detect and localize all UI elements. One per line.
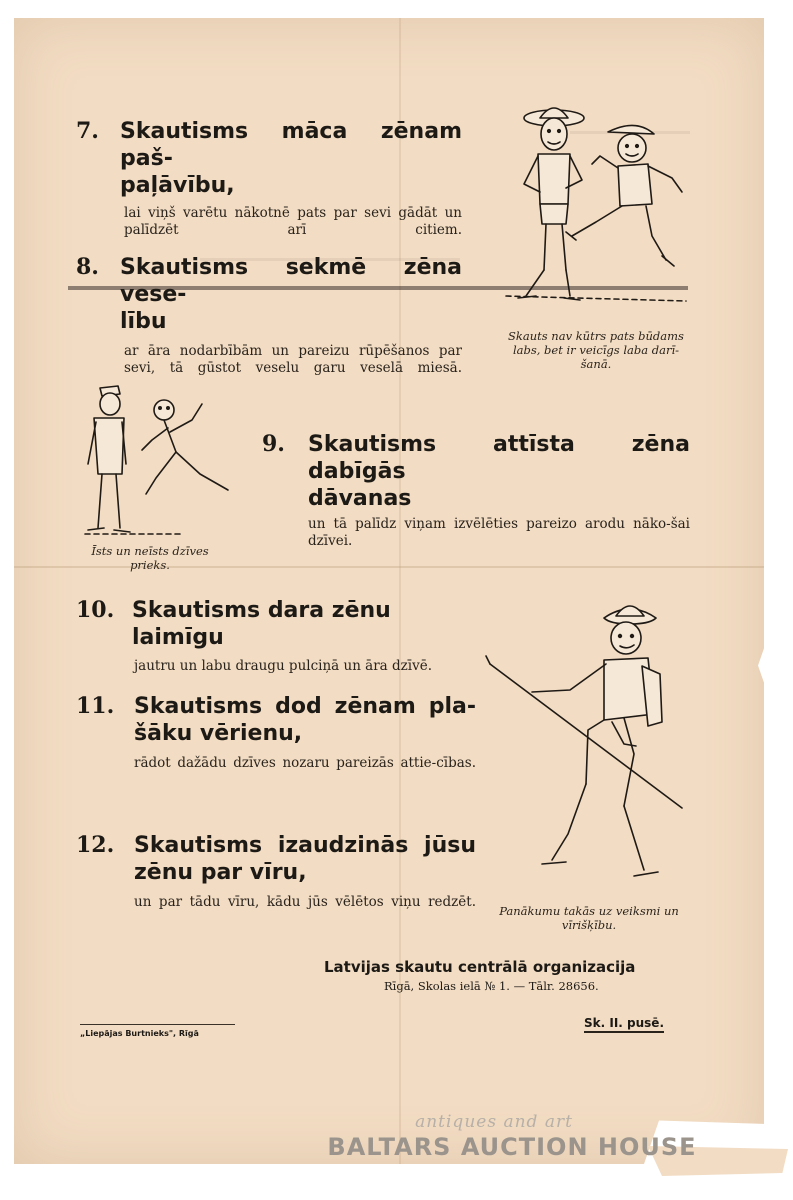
section-heading-cont: paļāvību,	[120, 173, 235, 198]
two-scouts-illustration	[496, 96, 696, 320]
two-figures-illustration	[80, 378, 240, 538]
section-number: 9.	[262, 431, 285, 457]
section-text: ar āra nodarbībām un pareizu rūpēšanos par sevi, tā gūstot veselu garu veselā miesā.	[124, 343, 462, 376]
section-11	[76, 693, 476, 772]
section-number: 11.	[76, 693, 115, 719]
caption-joy: Īsts un neīsts dzīves prieks.	[91, 544, 209, 572]
caption-success: Panākumu takās uz veiksmi un vīrišķību.	[499, 904, 679, 932]
section-9	[262, 431, 690, 550]
section-number: 10.	[76, 597, 115, 623]
printer-imprint: „Liepājas Burtnieks", Rīgā	[80, 1024, 235, 1038]
section-number: 8.	[76, 254, 99, 280]
section-12	[76, 832, 476, 911]
section-7	[76, 118, 462, 239]
section-heading-cont: zēnu par vīru,	[134, 860, 307, 885]
section-text: un par tādu vīru, kādu jūs vēlētos viņu redzēt.	[134, 894, 476, 910]
see-other-side-label: Sk. II. pusē.	[584, 1016, 664, 1033]
section-text: lai viņš varētu nākotnē pats par sevi gādāt un palīdzēt arī citiem.	[124, 205, 462, 238]
walking-scout-illustration	[484, 594, 684, 894]
section-text: jautru un labu draugu pulciņā un āra dzīvē.	[134, 658, 433, 674]
watermark-tagline: antiques and art	[415, 1112, 573, 1132]
section-heading-cont: šāku vērienu,	[134, 721, 303, 746]
watermark-house-name: BALTARS AUCTION HOUSE	[327, 1133, 697, 1161]
section-heading: Skautisms sekmē zēna vese-	[120, 255, 462, 307]
section-heading-cont: dāvanas	[308, 486, 412, 511]
section-heading: Skautisms dod zēnam pla-	[134, 694, 476, 719]
section-heading: Skautisms dara zēnu laimīgu	[132, 598, 391, 650]
section-heading: Skautisms attīsta zēna dabīgās	[308, 432, 690, 484]
section-number: 12.	[76, 832, 115, 858]
section-8	[76, 254, 462, 377]
section-heading-cont: lību	[120, 309, 167, 334]
section-10	[76, 597, 476, 675]
auction-watermark	[316, 1112, 708, 1161]
section-number: 7.	[76, 118, 99, 144]
section-text: un tā palīdz viņam izvēlēties pareizo arodu nāko-šai dzīvei.	[308, 516, 690, 549]
section-heading: Skautisms izaudzinās jūsu	[134, 833, 476, 858]
section-heading: Skautisms māca zēnam paš-	[120, 119, 462, 171]
section-text: rādot dažādu dzīves nozaru pareizās attie-cības.	[134, 755, 476, 771]
organization-name: Latvijas skautu centrālā organizacija	[324, 958, 636, 976]
organization-address: Rīgā, Skolas ielā № 1. — Tālr. 28656.	[384, 979, 599, 993]
caption-scouts-lazy: Skauts nav kūtrs pats būdams labs, bet ir veicīgs laba darī-šanā.	[508, 329, 684, 371]
